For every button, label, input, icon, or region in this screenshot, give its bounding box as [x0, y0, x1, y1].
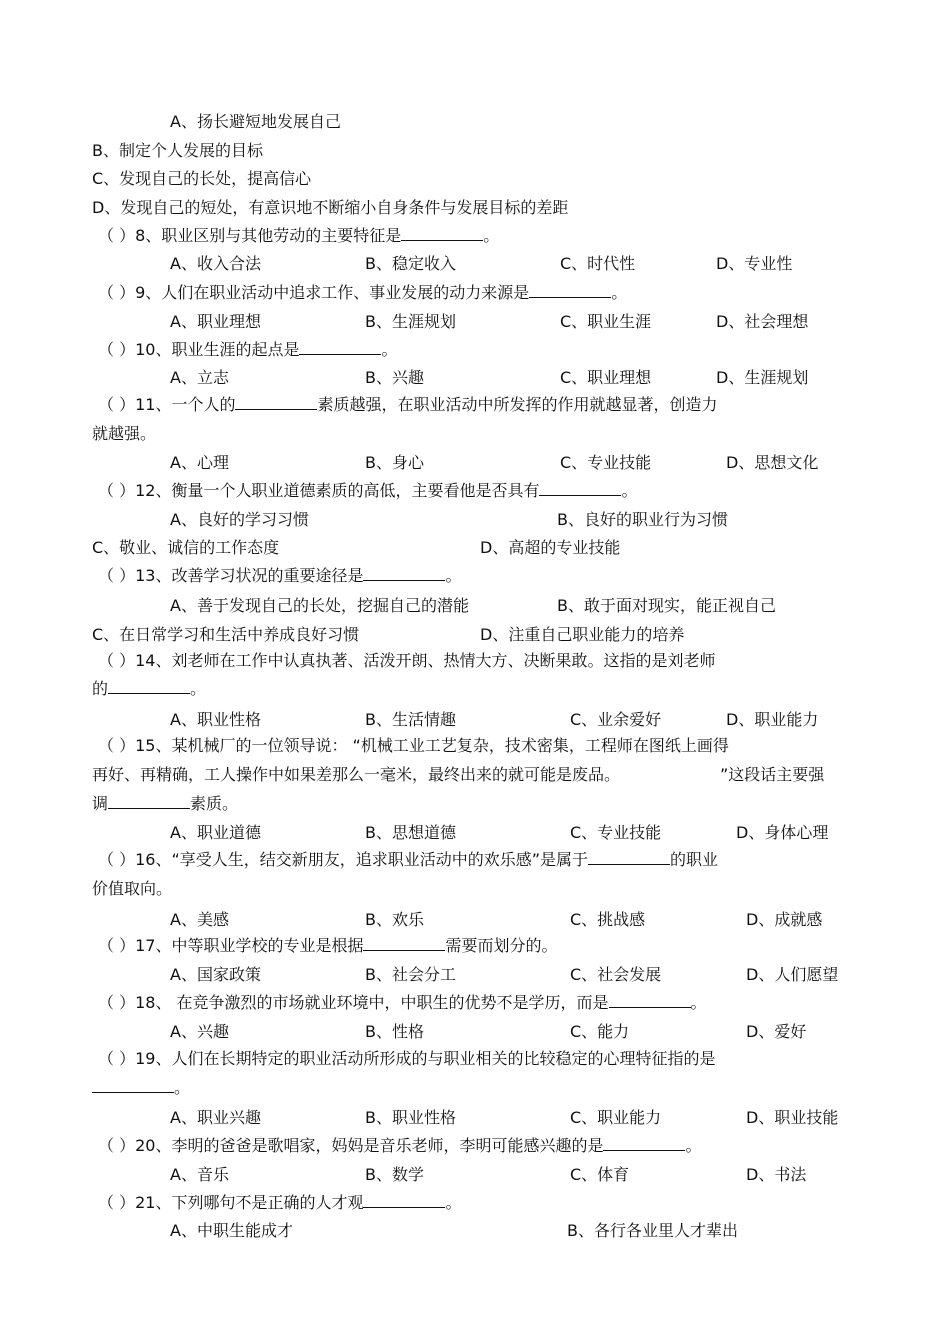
q15-stem-line2b: ”这段话主要强	[720, 765, 825, 784]
q12-option-c: C、敬业、诚信的工作态度	[92, 538, 280, 557]
answer-parens: （ ）	[98, 283, 136, 302]
q10-option-a: A、立志	[170, 368, 229, 387]
q19-option-d: D、职业技能	[746, 1108, 839, 1127]
q13-answer-blank[interactable]	[363, 566, 445, 581]
answer-parens: （ ）	[98, 1136, 136, 1155]
q16-option-a: A、美感	[170, 910, 229, 929]
q9-option-c: C、职业生涯	[560, 312, 652, 331]
q19-stem	[98, 1049, 715, 1069]
q20-option-c: C、体育	[570, 1165, 630, 1184]
q13-option-c: C、在日常学习和生活中养成良好习惯	[92, 625, 360, 644]
q9-option-b: B、生涯规划	[365, 312, 456, 331]
q10-option-c: C、职业理想	[560, 368, 652, 387]
q14-option-b: B、生活情趣	[365, 710, 456, 729]
q18-option-c: C、能力	[570, 1022, 630, 1041]
q9-option-d: D、社会理想	[716, 312, 809, 331]
q12-option-b: B、良好的职业行为习惯	[557, 510, 728, 529]
q10-answer-blank[interactable]	[299, 340, 381, 355]
q9-stem: （ ）9、人们在职业活动中追求工作、事业发展的动力来源是 。	[98, 283, 628, 302]
q15-option-a: A、职业道德	[170, 823, 261, 842]
q13-option-b: B、敢于面对现实，能正视自己	[557, 596, 776, 615]
q14-option-a: A、职业性格	[170, 710, 261, 729]
q11-answer-blank[interactable]	[235, 395, 317, 410]
q7-option-b: B、制定个人发展的目标	[92, 141, 263, 160]
q14-answer-blank[interactable]	[108, 679, 190, 694]
q21-option-a: A、中职生能成才	[170, 1221, 293, 1240]
q15-option-c: C、专业技能	[570, 823, 662, 842]
q21-stem: （ ）21、下列哪句不是正确的人才观 。	[98, 1193, 462, 1212]
q20-stem: （ ）20、李明的爸爸是歌唱家，妈妈是音乐老师，李明可能感兴趣的是 。	[98, 1136, 702, 1155]
q19-answer-blank[interactable]	[92, 1078, 174, 1093]
q14-option-d: D、职业能力	[726, 710, 819, 729]
q16-answer-blank[interactable]	[588, 850, 670, 865]
q13-stem: （ ）13、改善学习状况的重要途径是 。	[98, 566, 462, 585]
answer-parens: （ ）	[98, 1049, 136, 1068]
q20-option-b: B、数学	[365, 1165, 424, 1184]
q15-stem-line3: 调 素质。	[92, 794, 239, 813]
q21-text: 21、下列哪句不是正确的人才观	[135, 1193, 364, 1212]
q16-option-d: D、成就感	[746, 910, 823, 929]
answer-parens: （ ）	[98, 481, 136, 500]
q17-option-c: C、社会发展	[570, 965, 662, 984]
answer-parens: （ ）	[98, 736, 136, 755]
q16-text: 16、“享受人生，结交新朋友，追求职业活动中的欢乐感”是属于	[135, 850, 589, 869]
q18-option-a: A、兴趣	[170, 1022, 229, 1041]
q11-stem-continued: 就越强。	[92, 424, 157, 443]
q18-text: 18、 在竞争激烈的市场就业环境中，中职生的优势不是学历，而是	[135, 993, 609, 1012]
q17-stem: （ ）17、中等职业学校的专业是根据 需要而划分的。	[98, 936, 558, 955]
q19-text: 19、人们在长期特定的职业活动所形成的与职业相关的比较稳定的心理特征指的是	[135, 1049, 716, 1068]
q17-option-d: D、人们愿望	[746, 965, 839, 984]
q10-stem: （ ）10、职业生涯的起点是 。	[98, 340, 398, 359]
q12-text: 12、衡量一个人职业道德素质的高低，主要看他是否具有	[135, 481, 540, 500]
q18-option-b: B、性格	[365, 1022, 424, 1041]
q17-option-b: B、社会分工	[365, 965, 456, 984]
q12-option-a: A、良好的学习习惯	[170, 510, 309, 529]
q14-stem-continued: 的 。	[92, 679, 207, 698]
q11-option-a: A、心理	[170, 453, 229, 472]
q12-option-d: D、高超的专业技能	[480, 538, 621, 557]
q8-text: 8、职业区别与其他劳动的主要特征是	[135, 226, 402, 245]
answer-parens: （ ）	[98, 340, 136, 359]
q20-answer-blank[interactable]	[603, 1136, 685, 1151]
q7-option-c: C、发现自己的长处，提高信心	[92, 169, 312, 188]
q15-option-d: D、身体心理	[736, 823, 829, 842]
q17-text: 17、中等职业学校的专业是根据	[135, 936, 364, 955]
q20-option-d: D、书法	[746, 1165, 807, 1184]
q7-option-a: A、扬长避短地发展自己	[170, 112, 341, 131]
q18-stem: （ ）18、 在竞争激烈的市场就业环境中，中职生的优势不是学历，而是 。	[98, 993, 707, 1012]
q11-option-c: C、专业技能	[560, 453, 652, 472]
answer-parens: （ ）	[98, 226, 136, 245]
q15-option-b: B、思想道德	[365, 823, 456, 842]
q8-answer-blank[interactable]	[401, 226, 483, 241]
q8-option-c: C、时代性	[560, 254, 636, 273]
q13-option-d: D、注重自己职业能力的培养	[480, 625, 685, 644]
q19-option-a: A、职业兴趣	[170, 1108, 261, 1127]
q15-stem	[98, 736, 729, 756]
q14-stem	[98, 651, 715, 671]
answer-parens: （ ）	[98, 1193, 136, 1212]
answer-parens: （ ）	[98, 993, 136, 1012]
answer-parens: （ ）	[98, 850, 136, 869]
q16-stem: （ ）16、“享受人生，结交新朋友，追求职业活动中的欢乐感”是属于 的职业	[98, 850, 719, 869]
q19-stem-continued: 。	[92, 1078, 190, 1098]
q8-option-a: A、收入合法	[170, 254, 261, 273]
q15-text: 15、某机械厂的一位领导说： “机械工业工艺复杂，技术密集，工程师在图纸上画得	[135, 736, 729, 755]
q13-text: 13、改善学习状况的重要途径是	[135, 566, 364, 585]
q15-answer-blank[interactable]	[108, 794, 190, 809]
q8-option-b: B、稳定收入	[365, 254, 456, 273]
q20-text: 20、李明的爸爸是歌唱家，妈妈是音乐老师，李明可能感兴趣的是	[135, 1136, 604, 1155]
q10-option-b: B、兴趣	[365, 368, 424, 387]
q9-answer-blank[interactable]	[529, 283, 611, 298]
q18-option-d: D、爱好	[746, 1022, 807, 1041]
q19-option-c: C、职业能力	[570, 1108, 662, 1127]
q8-option-d: D、专业性	[716, 254, 793, 273]
q16-option-b: B、欢乐	[365, 910, 424, 929]
q12-stem: （ ）12、衡量一个人职业道德素质的高低，主要看他是否具有 。	[98, 481, 638, 500]
q8-stem: （ ）8、职业区别与其他劳动的主要特征是 。	[98, 226, 500, 245]
q11-option-d: D、思想文化	[726, 453, 819, 472]
q20-option-a: A、音乐	[170, 1165, 229, 1184]
q21-option-b: B、各行各业里人才辈出	[567, 1221, 738, 1240]
q11-option-b: B、身心	[365, 453, 424, 472]
q10-option-d: D、生涯规划	[716, 368, 809, 387]
q12-answer-blank[interactable]	[539, 481, 621, 496]
q17-answer-blank[interactable]	[363, 936, 445, 951]
q21-answer-blank[interactable]	[363, 1193, 445, 1208]
q9-option-a: A、职业理想	[170, 312, 261, 331]
answer-parens: （ ）	[98, 395, 136, 414]
answer-parens: （ ）	[98, 566, 136, 585]
q16-stem-continued: 价值取向。	[92, 879, 173, 898]
q10-text: 10、职业生涯的起点是	[135, 340, 300, 359]
q14-text: 14、刘老师在工作中认真执著、活泼开朗、热情大方、决断果敢。这指的是刘老师	[135, 651, 716, 670]
answer-parens: （ ）	[98, 651, 136, 670]
q17-option-a: A、国家政策	[170, 965, 261, 984]
q13-option-a: A、善于发现自己的长处，挖掘自己的潜能	[170, 596, 469, 615]
q11-stem: （ ）11、一个人的 素质越强，在职业活动中所发挥的作用就越显著，创造力	[98, 395, 718, 414]
q18-answer-blank[interactable]	[609, 993, 691, 1008]
q7-option-d: D、发现自己的短处，有意识地不断缩小自身条件与发展目标的差距	[92, 198, 569, 217]
q19-option-b: B、职业性格	[365, 1108, 456, 1127]
answer-parens: （ ）	[98, 936, 136, 955]
q15-stem-line2a: 再好、再精确，工人操作中如果差那么一毫米，最终出来的就可能是废品。	[92, 765, 621, 784]
q9-text: 9、人们在职业活动中追求工作、事业发展的动力来源是	[135, 283, 530, 302]
q16-option-c: C、挑战感	[570, 910, 646, 929]
q14-option-c: C、业余爱好	[570, 710, 662, 729]
